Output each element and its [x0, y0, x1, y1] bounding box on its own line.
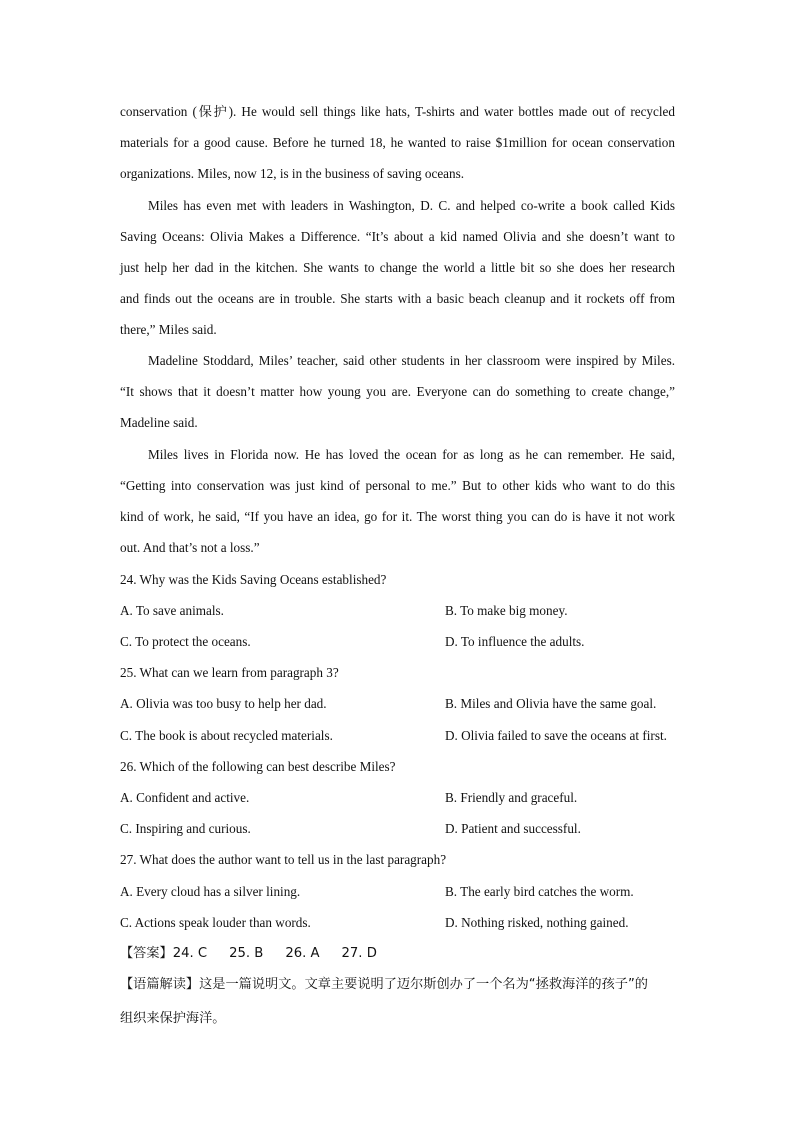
interpretation-text: 这是一篇说明文。文章主要说明了迈尔斯创办了一个名为“拯救海洋的孩子”的	[199, 977, 648, 992]
passage-line: Madeline said.	[120, 415, 198, 430]
answer-item: 24. C	[172, 946, 208, 961]
interpretation-label: 【语篇解读】	[120, 977, 200, 992]
option-c[interactable]: C. To protect the oceans.	[120, 634, 251, 649]
option-d[interactable]: D. Patient and successful.	[445, 821, 581, 836]
answer-item: 25. B	[229, 946, 264, 961]
interpretation-line	[120, 976, 675, 994]
passage-line: conservation (保护). He would sell things like hats, T-shirts and water bottles made out of recycled	[120, 104, 675, 119]
option-b[interactable]: B. Miles and Olivia have the same goal.	[445, 696, 657, 711]
option-a[interactable]: A. Confident and active.	[120, 790, 250, 805]
option-a[interactable]: A. Olivia was too busy to help her dad.	[120, 696, 327, 711]
answer-key	[120, 945, 377, 963]
passage-line: and finds out the oceans are in trouble. She starts with a basic beach cleanup and it rockets off from	[120, 291, 675, 306]
passage-line: “It shows that it doesn’t matter how young you are. Everyone can do something to create change,”	[120, 384, 675, 399]
option-b[interactable]: B. The early bird catches the worm.	[445, 884, 634, 899]
passage-line: Saving Oceans: Olivia Makes a Difference. “It’s about a kid named Olivia and she doesn’t want to	[120, 229, 675, 244]
option-a[interactable]: A. Every cloud has a silver lining.	[120, 884, 301, 899]
passage-line: Miles has even met with leaders in Washington, D. C. and helped co-write a book called Kids	[148, 198, 675, 213]
question-stem: 26. Which of the following can best describe Miles?	[120, 759, 396, 774]
interpretation-line: 组织来保护海洋。	[120, 1011, 226, 1026]
option-a[interactable]: A. To save animals.	[120, 603, 224, 618]
option-b[interactable]: B. To make big money.	[445, 603, 568, 618]
passage-line: organizations. Miles, now 12, is in the business of saving oceans.	[120, 166, 465, 181]
option-c[interactable]: C. Inspiring and curious.	[120, 821, 251, 836]
answer-item: 26. A	[285, 946, 320, 961]
question-stem: 25. What can we learn from paragraph 3?	[120, 665, 339, 680]
question-stem: 24. Why was the Kids Saving Oceans established?	[120, 572, 387, 587]
option-c[interactable]: C. Actions speak louder than words.	[120, 915, 311, 930]
option-d[interactable]: D. To influence the adults.	[445, 634, 585, 649]
passage-line: just help her dad in the kitchen. She wants to change the world a little bit so she does her research	[120, 260, 675, 275]
option-d[interactable]: D. Nothing risked, nothing gained.	[445, 915, 629, 930]
option-d[interactable]: D. Olivia failed to save the oceans at first.	[445, 728, 667, 743]
passage-line: kind of work, he said, “If you have an idea, go for it. The worst thing you can do is have it not work	[120, 509, 675, 524]
question-stem: 27. What does the author want to tell us in the last paragraph?	[120, 852, 447, 867]
option-b[interactable]: B. Friendly and graceful.	[445, 790, 578, 805]
passage-line: materials for a good cause. Before he turned 18, he wanted to raise $1million for ocean conservation	[120, 135, 675, 150]
passage-line: there,” Miles said.	[120, 322, 217, 337]
passage-line: “Getting into conservation was just kind of personal to me.” But to other kids who want to do this	[120, 478, 675, 493]
passage-line: Miles lives in Florida now. He has loved the ocean for as long as he can remember. He said,	[148, 447, 675, 462]
answer-label: 【答案】	[120, 946, 173, 961]
answer-item: 27. D	[341, 946, 377, 961]
option-c[interactable]: C. The book is about recycled materials.	[120, 728, 333, 743]
passage-line: Madeline Stoddard, Miles’ teacher, said other students in her classroom were inspired by Miles.	[148, 353, 675, 368]
passage-line: out. And that’s not a loss.”	[120, 540, 260, 555]
